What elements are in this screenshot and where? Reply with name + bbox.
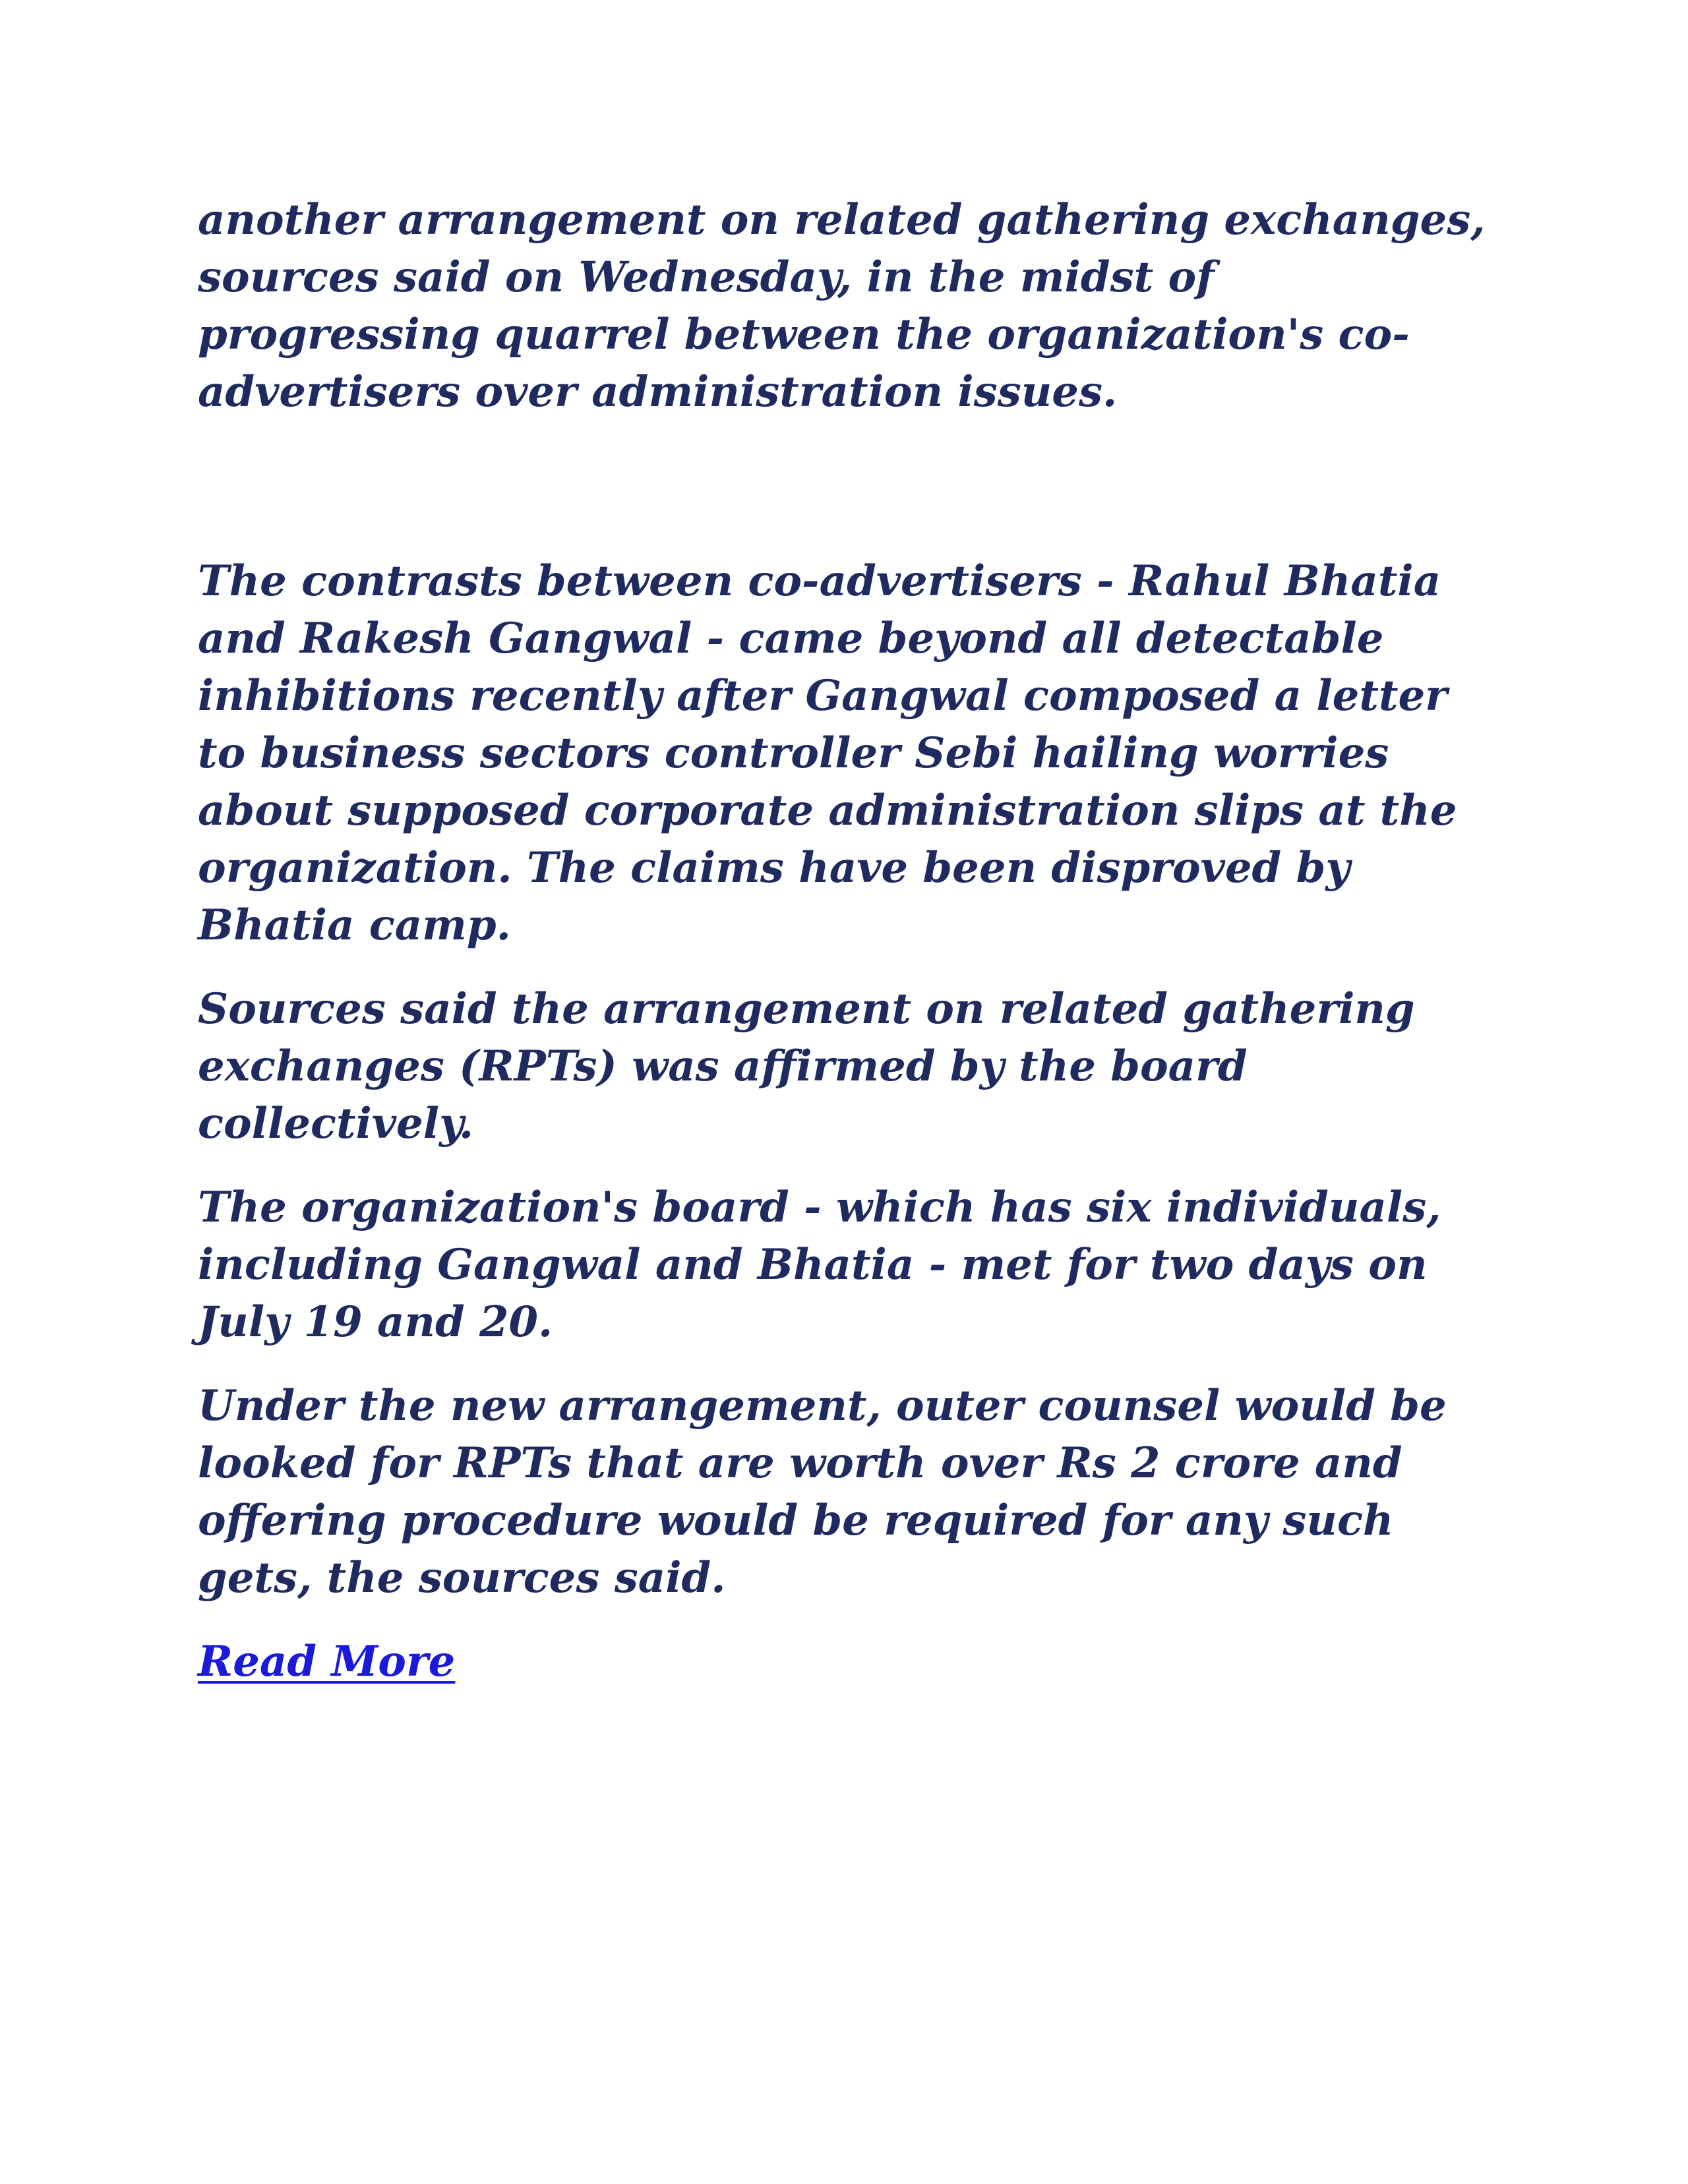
- paragraph-intro: another arrangement on related gathering exchanges, sources said on Wednesday, in the midst of progressing quarrel between the organization's co-advertisers over administration issues.: [198, 195, 1486, 417]
- paragraph-contrasts: The contrasts between co-advertisers - Rahul Bhatia and Rakesh Gangwal - came beyond all detectable inhibitions recently after Gangwal composed a letter to business sectors controller Sebi hailing worries about supposed corporate administration slips at the organization. The claims have been disproved by Bhatia camp.: [198, 556, 1457, 950]
- article-body: [198, 191, 1503, 1690]
- paragraph-new-arrangement: Under the new arrangement, outer counsel would be looked for RPTs that are worth over Rs 2 crore and offering procedure would be required for any such gets, the sources said.: [198, 1381, 1447, 1603]
- paragraph-rpt-affirmed: Sources said the arrangement on related gathering exchanges (RPTs) was affirmed by the board collectively.: [198, 984, 1415, 1148]
- paragraph-board-meeting: The organization's board - which has six individuals, including Gangwal and Bhatia - met for two days on July 19 and 20.: [198, 1183, 1441, 1347]
- read-more-link[interactable]: Read More: [198, 1637, 456, 1686]
